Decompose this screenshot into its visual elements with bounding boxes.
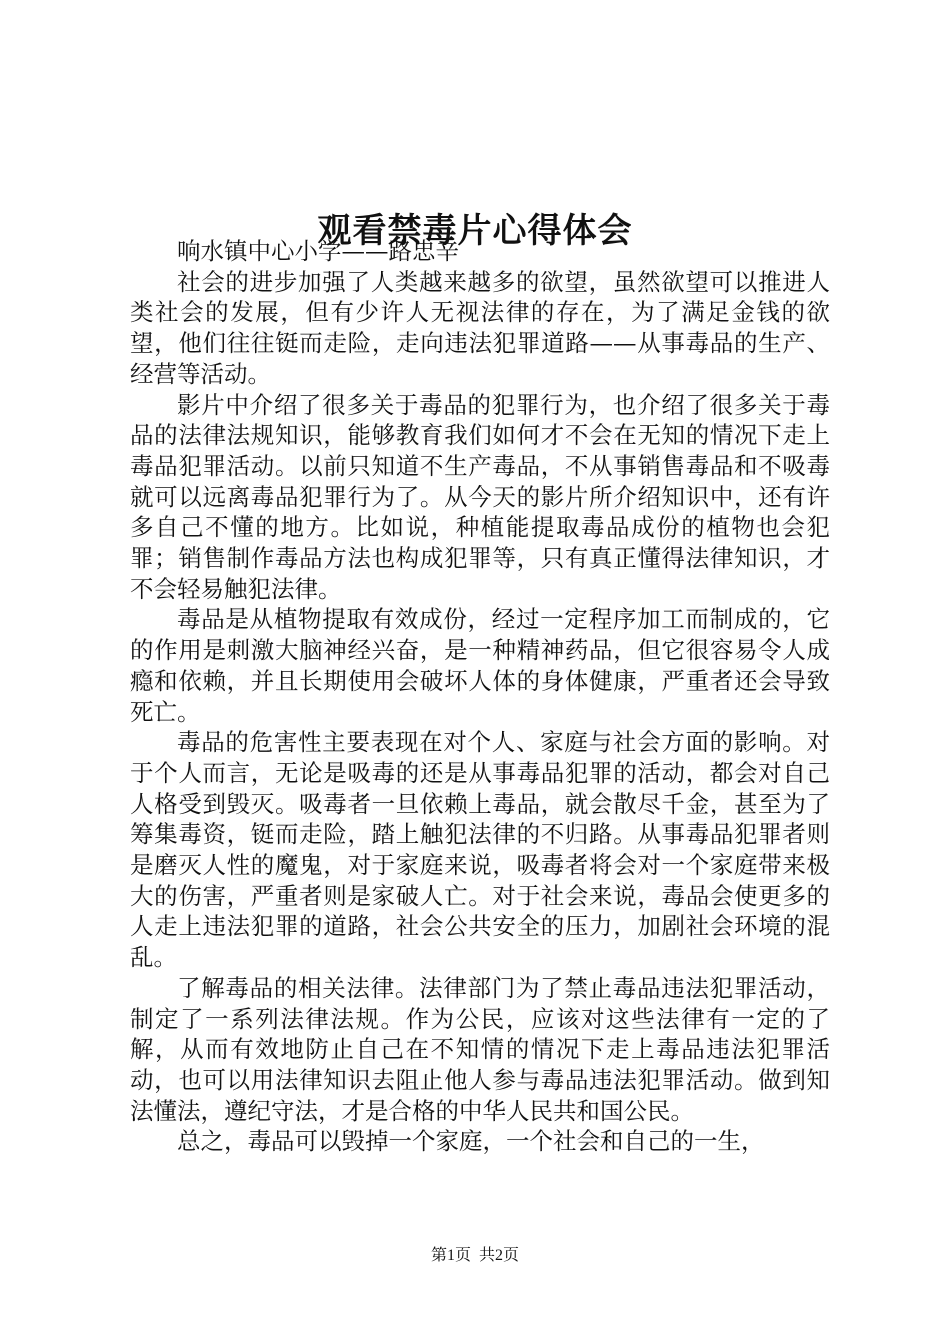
document-title: 观看禁毒片心得体会 xyxy=(317,210,633,251)
body-paragraph-3: 毒品是从植物提取有效成份，经过一定程序加工而制成的，它的作用是刺激大脑神经兴奋，是一种精神药品，但它很容易令人成瘾和依赖，并且长期使用会破坏人体的身体健康，严重者还会导致死亡。 xyxy=(130,605,830,726)
body-paragraph-1: 社会的进步加强了人类越来越多的欲望，虽然欲望可以推进人类社会的发展，但有少许人无视法律的存在，为了满足金钱的欲望，他们往往铤而走险，走向违法犯罪道路——从事毒品的生产、经营等活动。 xyxy=(130,267,830,388)
body-paragraph-2: 影片中介绍了很多关于毒品的犯罪行为，也介绍了很多关于毒品的法律法规知识，能够教育我们如何才不会在无知的情况下走上毒品犯罪活动。以前只知道不生产毒品，不从事销售毒品和不吸毒就可以远离毒品犯罪行为了。从今天的影片所介绍知识中，还有许多自己不懂的地方。比如说，种植能提取毒品成份的植物也会犯罪；销售制作毒品方法也构成犯罪等，只有真正懂得法律知识，才不会轻易触犯法律。 xyxy=(130,390,830,603)
body-paragraph-6: 总之，毒品可以毁掉一个家庭，一个社会和自己的一生， xyxy=(177,1127,765,1156)
author-line: 响水镇中心小学——路忠辛 xyxy=(177,237,459,265)
document-body xyxy=(130,236,830,1157)
page-total: 共2页 xyxy=(479,1247,520,1264)
body-paragraph-5: 了解毒品的相关法律。法律部门为了禁止毒品违法犯罪活动，制定了一系列法律法规。作为公民，应该对这些法律有一定的了解，从而有效地防止自己在不知情的情况下走上毒品违法犯罪活动，也可以用法律知识去阻止他人参与毒品违法犯罪活动。做到知法懂法，遵纪守法，才是合格的中华人民共和国公民。 xyxy=(130,973,830,1125)
body-paragraph-4: 毒品的危害性主要表现在对个人、家庭与社会方面的影响。对于个人而言，无论是吸毒的还是从事毒品犯罪的活动，都会对自己人格受到毁灭。吸毒者一旦依赖上毒品，就会散尽千金，甚至为了筹集毒资，铤而走险，踏上触犯法律的不归路。从事毒品犯罪者则是磨灭人性的魔鬼，对于家庭来说，吸毒者将会对一个家庭带来极大的伤害，严重者则是家破人亡。对于社会来说，毒品会使更多的人走上违法犯罪的道路，社会公共安全的压力，加剧社会环境的混乱。 xyxy=(130,728,830,972)
page-number: 第1页 xyxy=(430,1247,471,1264)
page-footer xyxy=(0,1245,950,1267)
